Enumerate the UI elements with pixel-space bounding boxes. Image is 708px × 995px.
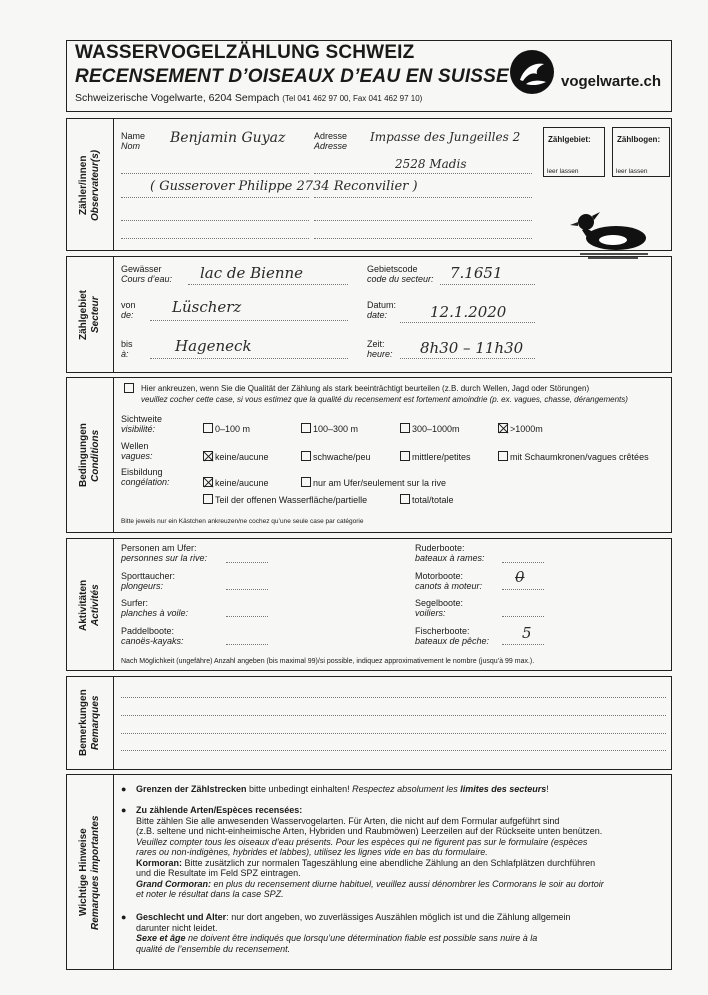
observer-name-value[interactable]: Benjamin Guyaz [170,130,286,146]
hint2-kormoran: Kormoran: [136,857,183,868]
remarks-line-2[interactable] [121,715,666,716]
water-label [121,264,172,284]
row-line [502,562,544,563]
ice-option-4-label: total/totale [412,495,454,505]
date-label-fr: date: [367,310,388,320]
to-label-fr: à: [121,349,129,359]
name-label-de: Name [121,131,146,141]
from-label-fr: de: [121,310,134,320]
waves-option-4-label: mit Schaumkronen/vagues crêtées [510,452,649,462]
sail-line [502,616,544,617]
to-label [121,339,133,359]
waves-option-1[interactable] [203,451,269,462]
hint2-line-8: et noter le résultat dans la case SPZ. [136,889,284,899]
zaehlgebiet-label: Zählgebiet: [548,135,591,144]
quality-box-icon [124,383,134,393]
visibility-label-de: Sichtweite [121,414,163,424]
ice-box-3-icon [203,494,213,504]
surfer-label-de: Surfer: [121,598,149,608]
from-label [121,300,136,320]
bullet-icon-3: ● [121,912,127,922]
hint3-line-1: : nur dort angeben, wo zuverlässiges Auszählen möglich ist und die Zählung allgemein [226,912,571,922]
address-label-fr: Adresse [314,141,348,151]
fish-line [502,644,544,645]
conditions-side-fr: Conditions [90,429,101,482]
vogelwarte-address [75,92,422,104]
waves-option-3-label: mittlere/petites [412,452,471,462]
remarks-line-3[interactable] [121,733,666,734]
date-label-de: Datum: [367,300,397,310]
remarks-line-4[interactable] [121,750,666,751]
date-value[interactable]: 12.1.2020 [430,303,507,321]
bullet-icon-2: ● [121,805,127,815]
divers-label-fr: plongeurs: [121,581,164,591]
hint-sex-age [136,912,668,954]
waves-box-1-checked-icon [203,451,213,461]
date-label [367,300,396,320]
visibility-option-3-label: 300–1000m [412,424,460,434]
waves-option-2-label: schwache/peu [313,452,371,462]
ice-box-4-icon [400,494,410,504]
address-label [314,131,347,151]
sector-side-de: Zählgebiet [78,290,89,341]
observer-side-fr: Observateur(s) [90,149,101,221]
time-line [400,358,535,359]
code-value[interactable]: 7.1651 [450,264,503,282]
row-label-fr: bateaux à rames: [415,553,485,563]
hint2-line-7: en plus du recensement diurne habituel, veuillez aussi dénombrer les Cormorans le soir au dortoir [211,878,604,889]
paddle-label-de: Paddelboote: [121,626,175,636]
remarks-line-1[interactable] [121,697,666,698]
code-label [367,264,434,284]
hint-species [136,805,668,900]
hint2-line-3: Veuillez compter tous les oiseaux d’eau présents. Pour les espèces qui ne figurent pas sur le formulaire (espèces [136,836,588,847]
title-german: WASSERVOGELZÄHLUNG SCHWEIZ [75,42,415,63]
vogelwarte-logo [510,50,554,94]
paddle-label-fr: canoës-kayaks: [121,636,184,646]
observer-line-2 [121,197,309,198]
hint3-line-3: ne doivent être indiqués que lorsqu’une détermination fiable est possible sans nuire à la [185,933,538,943]
water-label-fr: Cours d’eau: [121,274,173,284]
surfer-label-fr: planches à voile: [121,608,189,618]
hint3-line-2: darunter nicht leidet. [136,922,218,933]
remarks-side-fr: Remarques [90,695,101,751]
ice-option-2[interactable] [301,477,446,488]
hint1-end: ! [546,784,549,794]
remarks-section [66,676,672,770]
observer-line-4 [121,238,309,239]
ice-option-3-label: Teil der offenen Wasserfläche/partielle [215,495,368,505]
row-label [415,543,485,563]
observer-line-5 [314,173,532,174]
waves-option-4[interactable] [498,451,649,462]
hint1-text: bitte unbedingt einhalten! [246,784,353,794]
observer-line-1 [121,173,309,174]
brand-name: vogelwarte.ch [561,73,662,90]
visibility-box-4-checked-icon [498,423,508,433]
visibility-option-2-label: 100–300 m [313,424,359,434]
hint2-line-5: Bitte zusätzlich zur normalen Tageszählung eine abendliche Zählung an den Schlafplätzen durchführen [182,857,596,868]
name-label [121,131,145,151]
hint1-bold: Grenzen der Zählstrecken [136,784,247,794]
from-line [150,320,348,321]
time-value[interactable]: 8h30 – 11h30 [420,339,524,357]
motor-value[interactable]: 0 [515,568,525,586]
quality-checkbox[interactable] [124,379,136,397]
motor-line [502,589,544,590]
observer-line-6 [314,197,532,198]
hint1-bold-italic: limites des secteurs [460,784,547,794]
ice-option-3[interactable] [203,494,367,505]
remarks-side-de: Bemerkungen [78,689,89,757]
hint2-line-4: rares ou non-indigènes, hybrides et labbes), utilisez les lignes vide en bas du formulaire. [136,847,488,857]
motor-label [415,571,482,591]
row-label-de: Ruderboote: [415,543,465,553]
water-value[interactable]: lac de Bienne [200,264,304,282]
name-label-fr: Nom [121,141,141,151]
paddle-label [121,626,184,646]
ice-label [121,467,170,487]
code-label-fr: code du secteur: [367,274,434,284]
date-line [400,322,535,323]
observer-line-8 [314,238,532,239]
observer-line-3 [121,220,309,221]
fish-label-fr: bateaux de pêche: [415,636,490,646]
from-value[interactable]: Lüscherz [172,298,242,316]
people-label-de: Personen am Ufer: [121,543,197,553]
ice-option-1-label: keine/aucune [215,478,269,488]
observer-line-7 [314,220,532,221]
visibility-option-3[interactable] [400,423,460,434]
to-label-de: bis [121,339,133,349]
ice-label-fr: congélation: [121,477,170,487]
water-line [188,284,348,285]
time-label [367,339,393,359]
waves-label-de: Wellen [121,441,149,451]
visibility-option-4[interactable] [498,423,543,434]
people-line [226,562,268,563]
sail-label-fr: voiliers: [415,608,446,618]
phone-text: (Tel 041 462 97 00, Fax 041 462 97 10) [282,94,423,103]
ice-label-de: Eisbildung [121,467,163,477]
hint1-italic: Respectez absolument les [352,784,461,794]
waves-option-3[interactable] [400,451,471,462]
visibility-box-3-icon [400,423,410,433]
code-label-de: Gebietscode [367,264,418,274]
visibility-box-2-icon [301,423,311,433]
conditions-footnote: Bitte jeweils nur ein Kästchen ankreuzen/ne cochez qu’une seule case par catégorie [121,518,364,525]
conditions-side-label [78,383,102,528]
zaehlbogen-label: Zählbogen: [617,135,661,144]
bird-logo-icon [510,50,554,94]
waves-option-2[interactable] [301,451,371,462]
activities-footnote: Nach Möglichkeit (ungefähre) Anzahl angeben (bis maximal 99)/si possible, indiquez approximativement le nombre (jusqu’à 99 max.). [121,658,535,665]
ice-option-1[interactable] [203,477,269,488]
tufted-duck-icon [568,204,660,260]
observer-address-value-2[interactable]: 2528 Madis [395,157,467,171]
fish-label [415,626,489,646]
hints-side-de: Wichtige Hinweise [78,828,89,917]
visibility-label [121,414,162,434]
to-line [150,358,348,359]
hint-sector-limits [136,784,549,795]
hints-side-label [78,780,102,965]
hint2-line-1: Bitte zählen Sie alle anwesenden Wasservogelarten. Für Arten, die nicht auf dem Formular aufgeführt sind [136,815,560,826]
sector-side-label [78,262,102,368]
hint2-grand-cormoran: Grand Cormoran: [136,878,212,889]
people-label-fr: personnes sur la rive: [121,553,208,563]
observer-side-label [78,124,102,246]
motor-label-de: Motorboote: [415,571,464,581]
hint3-bold-italic: Sexe et âge [136,933,186,943]
title-french: RECENSEMENT D’OISEAUX D’EAU EN SUISSE [75,66,509,87]
visibility-label-fr: visibilité: [121,424,156,434]
activities-side-de: Aktivitäten [78,579,89,631]
address-label-de: Adresse [314,131,348,141]
visibility-option-1[interactable] [203,423,250,434]
bullet-icon-1: ● [121,784,127,794]
zaehlbogen-note: leer lassen [616,168,648,175]
conditions-side-de: Bedingungen [78,423,89,488]
zaehlgebiet-note: leer lassen [547,168,579,175]
visibility-option-2[interactable] [301,423,358,434]
activities-side-fr: Activités [90,584,101,626]
sail-label [415,598,463,618]
quality-text-de: Hier ankreuzen, wenn Sie die Qualität der Zählung als stark beeinträchtigt beurteilen (z.B. durch Wellen, Jagd oder Störungen) [141,384,590,393]
surfer-line [226,616,268,617]
code-line [440,284,535,285]
surfer-label [121,598,188,618]
sail-label-de: Segelboote: [415,598,464,608]
activities-side-label [78,544,102,666]
address-text: Schweizerische Vogelwarte, 6204 Sempach [75,92,280,104]
ice-option-4[interactable] [400,494,454,505]
water-label-de: Gewässer [121,264,162,274]
ice-box-1-checked-icon [203,477,213,487]
divers-label-de: Sporttaucher: [121,571,176,581]
paddle-line [226,644,268,645]
observer-second-line[interactable]: ( Gusserover Philippe 2734 Reconvilier ) [150,179,418,194]
hint3-bold: Geschlecht und Alter [136,912,227,922]
hint2-line-6: und die Resultate im Feld SPZ eintragen. [136,868,301,878]
waves-box-4-icon [498,451,508,461]
to-value[interactable]: Hageneck [175,337,252,355]
observer-address-value-1[interactable]: Impasse des Jungeilles 2 [370,130,521,144]
ice-option-2-label: nur am Ufer/seulement sur la rive [313,478,447,488]
time-label-fr: heure: [367,349,393,359]
fish-value[interactable]: 5 [522,624,532,642]
hint3-line-4: qualité de l’ensemble du recensement. [136,943,291,954]
waves-option-1-label: keine/aucune [215,452,269,462]
motor-label-fr: canots à moteur: [415,581,483,591]
hint2-line-2: (z.B. seltene und nicht-einheimische Arten, Hybriden und Raubmöwen) Leerzeilen auf der Rückseite unten benützen. [136,826,603,836]
waves-box-3-icon [400,451,410,461]
waves-label [121,441,153,461]
visibility-option-1-label: 0–100 m [215,424,251,434]
divers-line [226,589,268,590]
quality-text [141,383,628,405]
fish-label-de: Fischerboote: [415,626,470,636]
visibility-option-4-label: >1000m [510,424,543,434]
observer-side-de: Zähler/innen [78,155,89,215]
hints-side-fr: Remarques importantes [90,815,101,930]
divers-label [121,571,175,591]
quality-text-fr: veuillez cocher cette case, si vous estimez que la qualité du recensement est fortement amoindrie (p. ex. vagues, chasse, dérangements) [141,395,628,404]
hint2-title: Zu zählende Arten/Espèces recensées: [136,805,303,815]
sector-side-fr: Secteur [90,296,101,334]
from-label-de: von [121,300,136,310]
waves-label-fr: vagues: [121,451,153,461]
people-label [121,543,207,563]
visibility-box-1-icon [203,423,213,433]
ice-box-2-icon [301,477,311,487]
waves-box-2-icon [301,451,311,461]
time-label-de: Zeit: [367,339,385,349]
remarks-side-label [78,681,102,765]
